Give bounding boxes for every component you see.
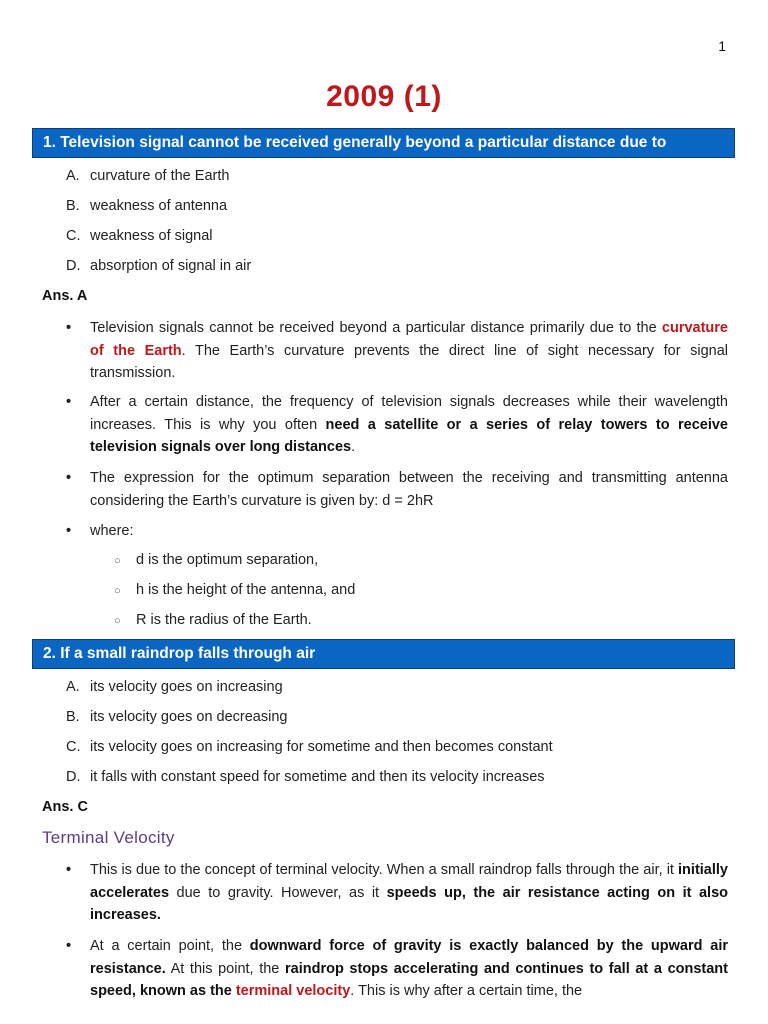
bold-text: downward force of gravity is exactly balanced by the upward air resistance. [90,938,728,977]
text: After a certain distance, the frequency of television signals decreases while their wavelength increases. This is why you often [90,394,728,433]
q1-option-a [66,168,229,184]
bullet-icon: • [66,862,72,878]
text: h is the height of the antenna, and [136,582,356,598]
q2-option-a [66,679,283,695]
q1-sub-item-1 [114,552,318,568]
text: At this point, the [165,960,285,977]
q2-answer: Ans. C [42,799,88,815]
q2-option-c [66,739,553,755]
bullet-icon: • [66,523,72,539]
option-text: weakness of signal [90,228,213,244]
option-letter: C. [66,739,81,755]
bold-text: need a satellite or a series of relay towers to receive television signals over long distances [90,416,728,455]
text: due to gravity. However, as it [169,884,387,901]
bold-text: raindrop stops accelerating and continues to fall at a constant speed, known as the [90,960,728,999]
bullet-icon: • [66,938,72,954]
text: This is due to the concept of terminal velocity. When a small raindrop falls through the air, it [90,862,679,878]
q1-bullet-2 [66,391,728,459]
q2-bullet-1 [66,859,728,927]
text: d is the optimum separation, [136,552,319,568]
bold-text: speeds up, the air resistance acting on it also increases. [90,884,728,923]
bullet-icon: • [66,320,72,336]
option-text: its velocity goes on decreasing [90,709,288,725]
text: R is the radius of the Earth. [136,612,312,628]
option-text: its velocity goes on increasing for sometime and then becomes constant [90,739,553,755]
circle-bullet-icon: ○ [114,585,121,597]
option-letter: B. [66,709,80,725]
q1-answer: Ans. A [42,288,88,304]
q2-option-b [66,709,287,725]
q1-bullet-4 [66,520,728,543]
page-number: 1 [718,38,726,54]
circle-bullet-icon: ○ [114,615,121,627]
option-text: it falls with constant speed for sometime and then its velocity increases [90,769,545,785]
section-title: Terminal Velocity [42,828,175,847]
text: where: [90,523,134,539]
option-letter: C. [66,228,81,244]
bullet-icon: • [66,470,72,486]
option-letter: A. [66,168,80,184]
highlight: curvature of the Earth [90,320,728,359]
q1-option-d [66,258,251,274]
text: . [351,439,356,455]
bullet-icon: • [66,394,72,410]
option-text: absorption of signal in air [90,258,252,274]
text: . The Earth’s curvature prevents the direct line of sight necessary for signal transmission. [90,342,728,381]
option-letter: D. [66,769,81,785]
question-2-header: 2. If a small raindrop falls through air [32,639,735,669]
q1-sub-item-3 [114,612,312,628]
option-letter: D. [66,258,81,274]
bold-text: initially accelerates [90,862,728,901]
option-letter: A. [66,679,80,695]
text: At a certain point, the [90,938,250,954]
option-text: its velocity goes on increasing [90,679,283,695]
q1-option-c [66,228,213,244]
question-1-header: 1. Television signal cannot be received generally beyond a particular distance due to [32,128,735,158]
text: Television signals cannot be received beyond a particular distance primarily due to the [90,320,662,336]
circle-bullet-icon: ○ [114,555,121,567]
text: . This is why after a certain time, the [350,983,583,999]
q1-bullet-3 [66,467,728,512]
option-letter: B. [66,198,80,214]
text: The expression for the optimum separation between the receiving and transmitting antenna considering the Earth’s curvature is given by: d = 2hR [90,470,728,509]
q1-bullet-1 [66,317,728,385]
q2-bullet-2 [66,935,728,1003]
option-text: curvature of the Earth [90,168,230,184]
q1-sub-item-2 [114,582,355,598]
page-title: 2009 (1) [326,80,442,113]
q2-option-d [66,769,545,785]
highlight: terminal velocity [235,983,351,999]
option-text: weakness of antenna [90,198,228,214]
q1-option-b [66,198,227,214]
